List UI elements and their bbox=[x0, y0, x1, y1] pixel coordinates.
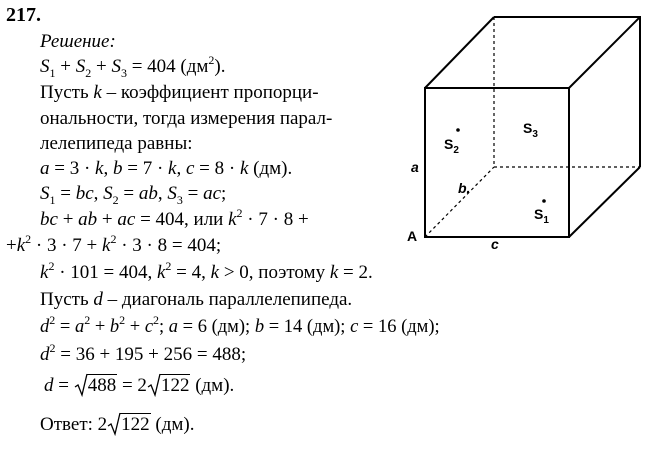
label-S3: $S_3$ bbox=[523, 120, 538, 140]
edge-top-left bbox=[425, 17, 494, 88]
edge-bottom-right bbox=[569, 167, 640, 237]
var-S: S bbox=[40, 56, 50, 77]
sqrt-122-answer: 122 bbox=[107, 414, 151, 436]
hidden-edge-depth bbox=[425, 167, 494, 237]
line-equation-sum: bc + ab + ac = 404, или $k^2 \cdot 7 \cdot 8$ + bbox=[40, 206, 309, 230]
solution-heading: Решение: bbox=[40, 31, 116, 52]
line-equation-continued: $+k^2 \cdot 3 \cdot 7 + k^2 \cdot 3 \cdot 8 = 404$; bbox=[6, 232, 222, 256]
answer-line: Ответ: 2 122 (дм). bbox=[40, 414, 195, 435]
label-c: c bbox=[491, 236, 499, 252]
edge-top-right bbox=[569, 17, 640, 88]
line-diagonal-value: d = 488 = 2 122 (дм). bbox=[44, 375, 235, 396]
line-proportionality: ональности, тогда измерения парал- bbox=[40, 108, 333, 129]
face-point-s2 bbox=[456, 128, 460, 132]
line-areas-sum: $S_1 + S_2 + S_3 = 404$ $(дм^2)$. bbox=[40, 53, 226, 80]
problem-number: 217. bbox=[6, 4, 41, 26]
line-let-d: Пусть d – диагональ параллелепипеда. bbox=[40, 289, 353, 310]
line-solve-k: $k^2 \cdot 101 = 404$, $k^2 = 4$, k > 0, поэтому k = 2. bbox=[40, 259, 373, 283]
label-a: a bbox=[411, 159, 419, 175]
line-let-k: Пусть k – коэффициент пропорци- bbox=[40, 82, 319, 103]
label-b: b. bbox=[458, 180, 471, 196]
line-diagonal-squared: $d^2 = 36 + 195 + 256 = 488$; bbox=[40, 341, 247, 365]
label-S1: $S_1$ bbox=[534, 206, 549, 226]
sqrt-122: 122 bbox=[147, 375, 191, 397]
line-face-areas: $S_1$ = bc, $S_2$ = ab, $S_3$ = ac; bbox=[40, 183, 227, 207]
label-A: A bbox=[407, 228, 418, 244]
label-S2: $S_2$ bbox=[444, 136, 459, 156]
line-dimensions-equal: лелепипеда равны: bbox=[40, 133, 193, 154]
sqrt-488: 488 bbox=[74, 375, 118, 397]
line-diagonal-formula: $d^2 = a^2 + b^2 + c^2$; a = 6 (дм); b = 14 (дм); c = 16 (дм); bbox=[40, 313, 440, 337]
face-point-s1 bbox=[542, 199, 546, 203]
line-dimensions: a = 3 · k, b = 7 · k, c = 8 · k (дм). bbox=[40, 158, 293, 179]
